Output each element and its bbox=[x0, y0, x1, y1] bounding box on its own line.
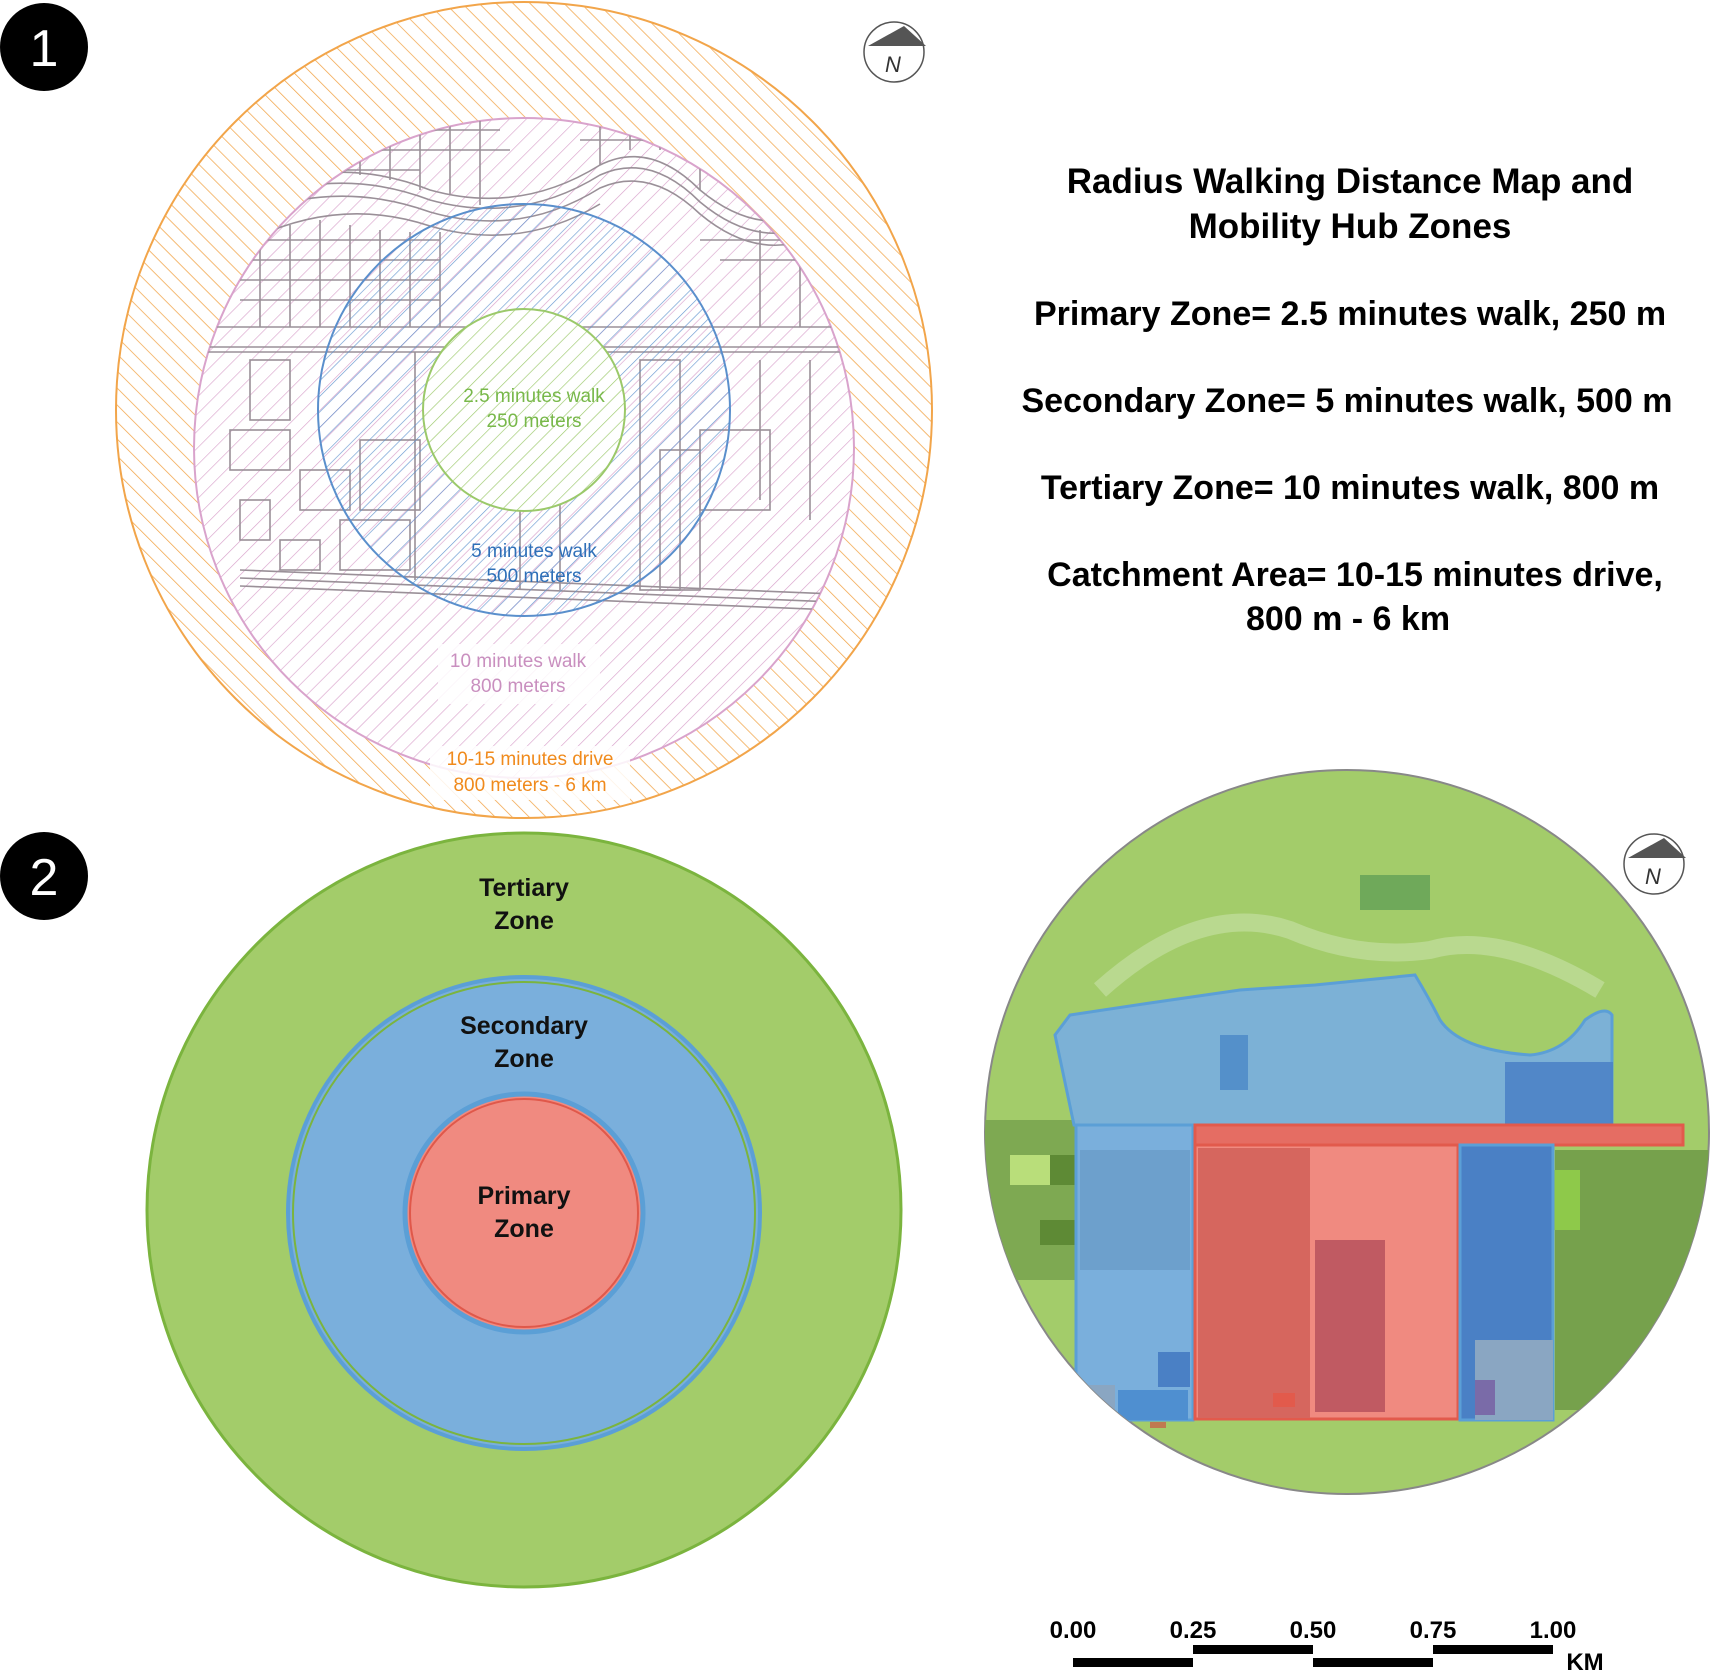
scale-tick-0: 0.00 bbox=[1049, 1617, 1097, 1644]
catchment-radius-line2: 800 meters - 6 km bbox=[453, 775, 607, 796]
scale-unit: KM bbox=[1566, 1649, 1604, 1672]
tertiary-zone-label-1: Tertiary bbox=[479, 874, 569, 902]
primary-zone-label-1: Primary bbox=[477, 1182, 571, 1210]
catchment-definition-line2: 800 m - 6 km bbox=[1245, 600, 1451, 638]
secondary-radius-line2: 500 meters bbox=[486, 566, 582, 587]
tertiary-radius-line1: 10 minutes walk bbox=[449, 651, 587, 672]
radius-label-catchment bbox=[430, 746, 630, 800]
zone-map bbox=[960, 770, 1713, 1494]
tertiary-zone-definition: Tertiary Zone= 10 minutes walk, 800 m bbox=[1040, 469, 1660, 507]
primary-zone-disc bbox=[405, 1094, 643, 1332]
scale-tick-3: 0.75 bbox=[1409, 1617, 1457, 1644]
panel-1 bbox=[0, 2, 932, 818]
primary-zone-hatch bbox=[423, 309, 625, 511]
north-arrow-label-2: N bbox=[1645, 864, 1661, 889]
scale-tick-1: 0.25 bbox=[1169, 1617, 1217, 1644]
title-line-1: Radius Walking Distance Map and bbox=[1066, 162, 1634, 201]
catchment-radius-line1: 10-15 minutes drive bbox=[446, 749, 614, 770]
scale-tick-4: 1.00 bbox=[1529, 1617, 1577, 1644]
primary-zone-definition: Primary Zone= 2.5 minutes walk, 250 m bbox=[1033, 295, 1667, 333]
panel-2 bbox=[0, 770, 1713, 1672]
tertiary-zone-label-2: Zone bbox=[494, 907, 554, 935]
map-field-west bbox=[960, 1120, 1080, 1280]
north-arrow-icon bbox=[864, 22, 926, 82]
secondary-zone-definition: Secondary Zone= 5 minutes walk, 500 m bbox=[1021, 382, 1673, 420]
title-block bbox=[1022, 162, 1673, 638]
secondary-zone-label-2: Zone bbox=[494, 1045, 554, 1073]
secondary-zone-label-1: Secondary bbox=[460, 1012, 588, 1040]
north-arrow-icon-2 bbox=[1624, 834, 1686, 894]
tertiary-radius-line2: 800 meters bbox=[470, 676, 566, 697]
secondary-radius-line1: 5 minutes walk bbox=[471, 541, 597, 562]
primary-radius-line1: 2.5 minutes walk bbox=[463, 386, 605, 407]
title-line-2: Mobility Hub Zones bbox=[1188, 207, 1512, 246]
map-primary-zone-strip bbox=[1195, 1125, 1683, 1145]
primary-radius-line2: 250 meters bbox=[486, 411, 582, 432]
north-arrow-label: N bbox=[885, 52, 901, 77]
radius-label-tertiary bbox=[438, 644, 600, 704]
scale-bar bbox=[1050, 1617, 1604, 1672]
panel-2-number: 2 bbox=[29, 849, 59, 907]
primary-zone-label-2: Zone bbox=[494, 1215, 554, 1243]
panel-1-number: 1 bbox=[29, 20, 59, 78]
catchment-definition-line1: Catchment Area= 10-15 minutes drive, bbox=[1047, 556, 1663, 594]
scale-tick-2: 0.50 bbox=[1289, 1617, 1337, 1644]
